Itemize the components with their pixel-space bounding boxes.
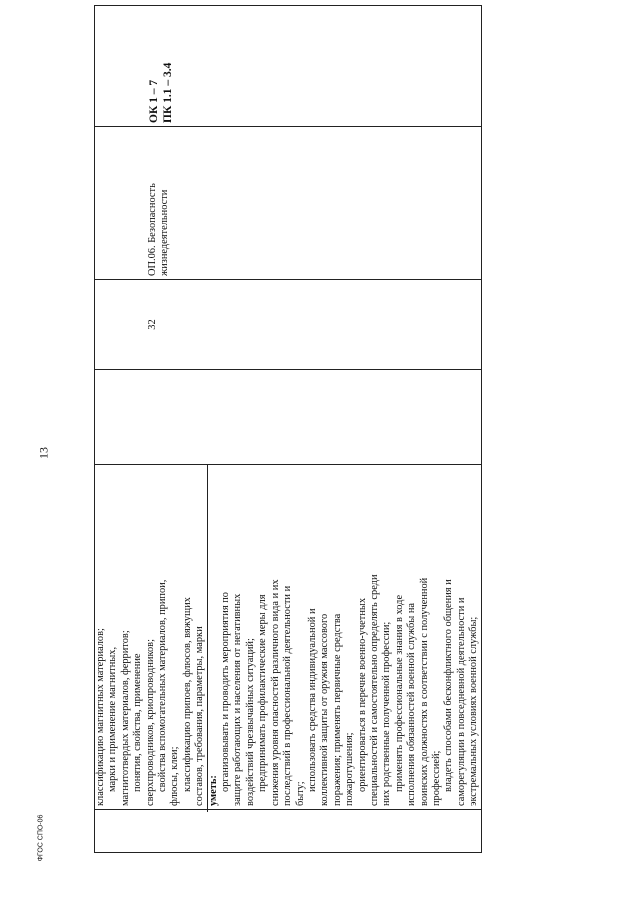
table-row (95, 6, 482, 853)
list-item: организовывать и проводить мероприятия по (220, 592, 232, 792)
list-item: поражения; применять первичные средства (331, 613, 343, 806)
footer-code: ФГОС СПО-06 (37, 814, 45, 862)
page-number: 13 (36, 447, 51, 459)
list-item: понятия, свойства, применение (132, 653, 144, 792)
hours-value: 32 (147, 319, 158, 330)
list-item: быту; (294, 781, 306, 806)
competency-ok: ОК 1 – 7 (148, 79, 160, 123)
competency-pk: ПК 1.1 – 3.4 (162, 62, 174, 123)
list-item: сверхпроводников, криопроводников; (144, 639, 156, 806)
list-item: профессией; (430, 750, 442, 806)
list-item: классификацию припоев, флюсов, вяжущих (181, 597, 193, 792)
list-item: предпринимать профилактические меры для (257, 594, 269, 792)
list-item: воздействий чрезвычайных ситуаций; (244, 638, 256, 806)
list-item: классификацию магнитных материалов; (95, 628, 106, 806)
list-item: применять профессиональные знания в ходе (393, 594, 405, 792)
index-cell (95, 810, 482, 853)
list-item: специальностей и самостоятельно определять среди (368, 574, 380, 806)
list-item: магнитотвердых материалов, ферритов; (119, 630, 131, 806)
competencies (95, 9, 175, 123)
list-item: составов, требования, параметры, марки (194, 626, 206, 806)
list-item: экстремальных условиях военной службы; (468, 616, 480, 806)
list-item: них родственные полученной профессии; (381, 621, 393, 806)
discipline-name: ОП.06. Безопасность жизнедеятельности (147, 183, 171, 276)
list-item: пожаротушения; (344, 732, 356, 806)
list-item: использовать средства индивидуальной и (306, 608, 318, 792)
competencies-cell (95, 6, 482, 127)
requirements-table (94, 5, 482, 853)
previous-requirements (95, 468, 207, 806)
list-item: марки и применение магнитных, (107, 646, 119, 792)
rotated-table (94, 48, 480, 853)
list-item: свойства вспомогательных материалов, припои, (157, 579, 169, 792)
max-load-cell (95, 370, 482, 465)
list-item: коллективной защиты от оружия массового (319, 613, 331, 806)
list-item: флюсы, клеи; (169, 746, 181, 806)
list-item: защите работающих и населения от негативных (232, 593, 244, 806)
list-item: владеть способами бесконфликтного общения и (443, 579, 455, 792)
list-item: снижения уровня опасностей различного вида и их (269, 579, 281, 806)
list-item: исполнения обязанностей военной службы на (406, 602, 418, 806)
hours-cell (95, 280, 482, 370)
skills-heading: уметь: (207, 775, 219, 806)
requirements-cell (95, 465, 482, 810)
list-item: ориентироваться в перечне военно-учетных (356, 597, 368, 792)
discipline-cell (95, 127, 482, 280)
list-item: саморегуляции в повседневной деятельности и (455, 597, 467, 806)
list-item: воинских должностях в соответствии с полученной (418, 577, 430, 806)
skills-section (207, 465, 481, 812)
list-item: последствий в профессиональной деятельности и (282, 585, 294, 806)
